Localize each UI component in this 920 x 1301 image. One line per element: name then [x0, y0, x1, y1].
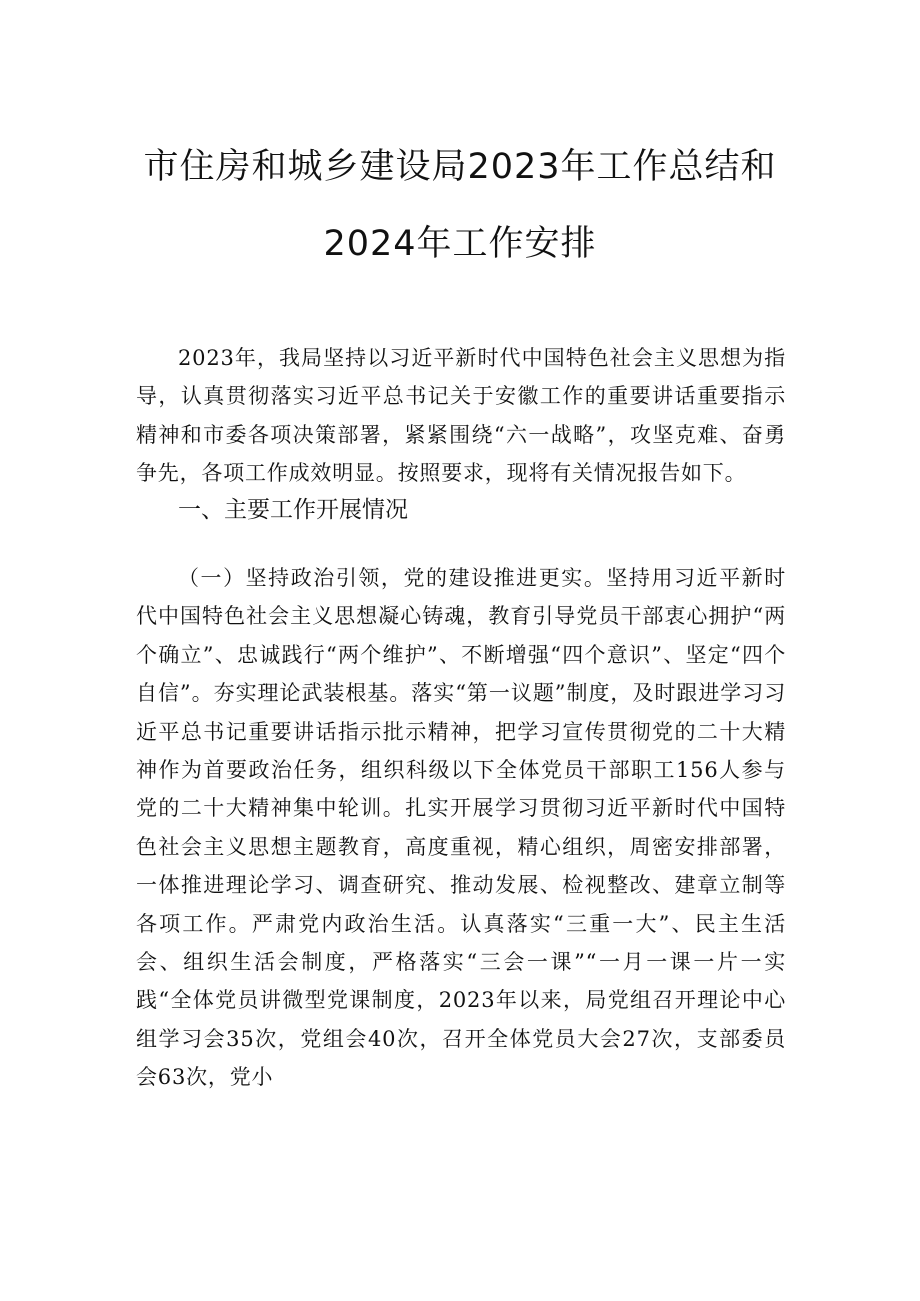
intro-paragraph: 2023年，我局坚持以习近平新时代中国特色社会主义思想为指导，认真贯彻落实习近平总书记关于安徽工作的重要讲话重要指示精神和市委各项决策部署，紧紧围绕“六一战略”，攻坚克难、奋勇争先，各项工作成效明显。按照要求，现将有关情况报告如下。: [136, 346, 786, 486]
section-heading: 一、主要工作开展情况: [178, 497, 408, 523]
body-paragraph: （一）坚持政治引领，党的建设推进更实。坚持用习近平新时代中国特色社会主义思想凝心铸魂，教育引导党员干部衷心拥护“两个确立”、忠诚践行“两个维护”、不断增强“四个意识”、坚定“四个自信”。夯实理论武装根基。落实“第一议题”制度，及时跟进学习习近平总书记重要讲话指示批示精神，把学习宣传贯彻党的二十大精神作为首要政治任务，组织科级以下全体党员干部职工156人参与党的二十大精神集中轮训。扎实开展学习贯彻习近平新时代中国特色社会主义思想主题教育，高度重视，精心组织，周密安排部署，一体推进理论学习、调查研究、推动发展、检视整改、建章立制等各项工作。严肃党内政治生活。认真落实“三重一大”、民主生活会、组织生活会制度，严格落实“三会一课”“一月一课一片一实践“全体党员讲微型党课制度，2023年以来，局党组召开理论中心组学习会35次，党组会40次，召开全体党员大会27次，支部委员会63次，党小: [136, 566, 786, 1090]
document-title-line-1: 市住房和城乡建设局2023年工作总结和: [143, 147, 777, 187]
document-title-line-2: 2024年工作安排: [323, 224, 597, 264]
